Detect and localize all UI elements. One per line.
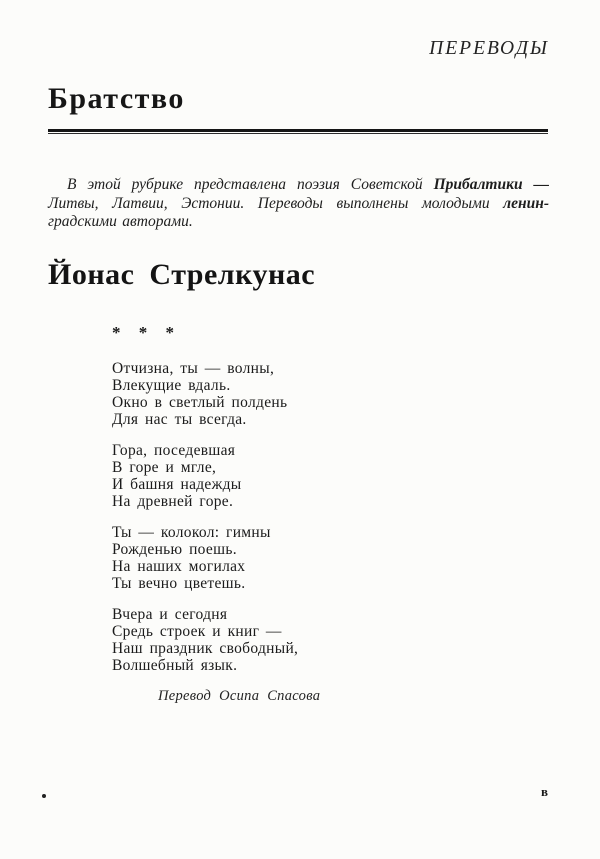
- poem-line: Влекущие вдаль.: [112, 377, 231, 394]
- poem-stanza: [112, 360, 320, 428]
- poem-line: Отчизна, ты — волны,: [112, 360, 275, 377]
- poem-line: Рожденью поешь.: [112, 541, 237, 558]
- signature-mark: в: [541, 784, 549, 799]
- poem-line: На наших могилах: [112, 558, 246, 575]
- translator-credit: Перевод Осипа Спасова: [158, 688, 321, 704]
- rubric-title: Братство: [48, 82, 185, 115]
- intro-line: градскими авторами.: [48, 213, 193, 230]
- intro-line: [48, 195, 549, 214]
- poem-separator: * * *: [112, 323, 181, 342]
- poem-line: Ты вечно цветешь.: [112, 575, 246, 592]
- intro-paragraph: [48, 176, 549, 232]
- intro-text: Литвы, Латвии, Эстонии. Переводы выполнены молодыми: [48, 194, 490, 212]
- poem-stanza: [112, 606, 320, 674]
- poem-line: Ты — колокол: гимны: [112, 524, 271, 541]
- poem-line: Вчера и сегодня: [112, 606, 228, 623]
- poem-line: Наш праздник свободный,: [112, 640, 299, 657]
- poem-line: Гора, поседевшая: [112, 442, 236, 459]
- poem-line: Для нас ты всегда.: [112, 411, 247, 428]
- intro-text-emphasis: Прибалтики —: [433, 176, 549, 193]
- page-dot-mark: [42, 794, 46, 798]
- poet-name: Йонас Стрелкунас: [48, 258, 316, 291]
- poem: [112, 360, 320, 705]
- intro-text-emphasis: ленин-: [503, 194, 549, 212]
- poem-stanza: [112, 524, 320, 592]
- section-rule: [48, 129, 548, 134]
- poem-line: Окно в светлый полдень: [112, 394, 288, 411]
- poem-line: И башня надежды: [112, 476, 242, 493]
- poem-line: В горе и мгле,: [112, 459, 217, 476]
- intro-line: [48, 176, 549, 195]
- poem-line: Средь строек и книг —: [112, 623, 282, 640]
- rule-thin-line: [48, 133, 548, 134]
- poem-line: На древней горе.: [112, 493, 234, 510]
- masthead: ПЕРЕВОДЫ: [429, 38, 549, 59]
- rule-thick-line: [48, 129, 548, 132]
- poem-line: Волшебный язык.: [112, 657, 238, 674]
- poem-stanza: [112, 442, 320, 510]
- intro-text: В этой рубрике представлена поэзия Советской: [67, 176, 423, 193]
